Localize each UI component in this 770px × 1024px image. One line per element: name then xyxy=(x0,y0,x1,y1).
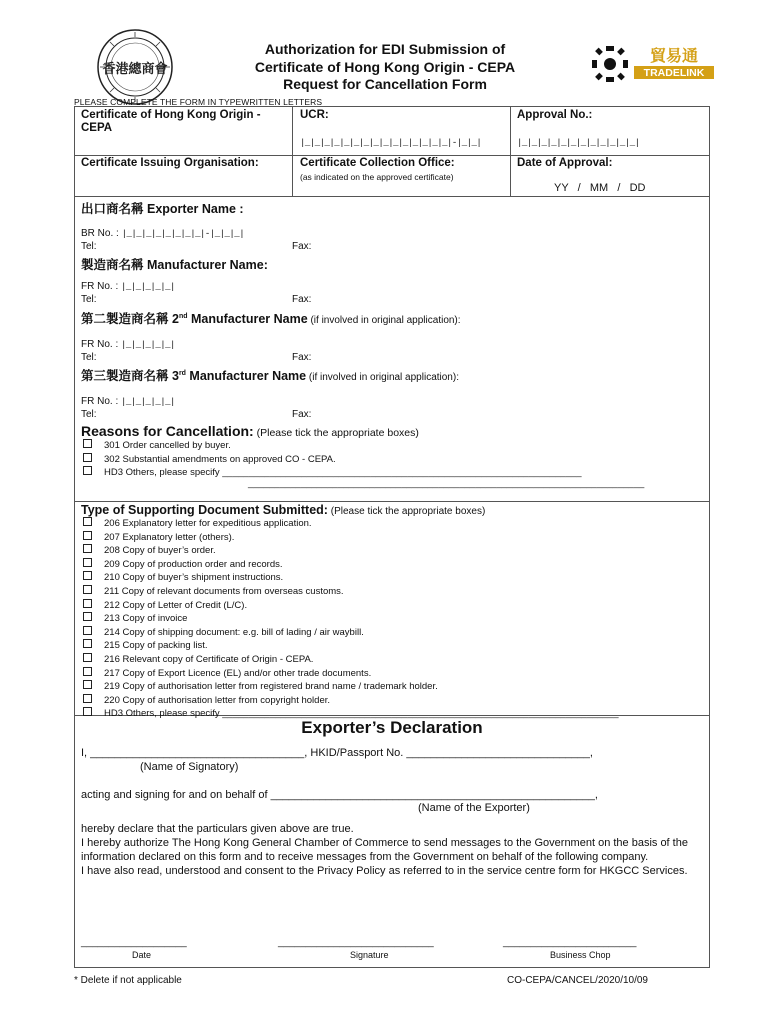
issuing-organisation-label: Certificate Issuing Organisation: xyxy=(81,157,259,169)
manufacturer2-heading-cn: 第二製造商名稱 2 xyxy=(81,312,179,326)
br-no-input-boxes[interactable]: |_|_|_|_|_|_|_|_|-|_|_|_| xyxy=(121,229,245,239)
date-format-hint: YY / MM / DD xyxy=(554,182,646,194)
manufacturer2-tel-label: Tel: xyxy=(81,352,97,363)
supporting-docs-list xyxy=(83,517,619,721)
fr-no-row-2 xyxy=(81,339,175,351)
manufacturer2-note: (if involved in original application): xyxy=(307,315,461,326)
reason-specify-line[interactable]: ___________________________________________________________________________ xyxy=(248,478,645,489)
list-item xyxy=(83,531,619,545)
reason-checkbox[interactable] xyxy=(83,466,92,475)
br-no-row xyxy=(81,228,244,240)
fr-no-label: FR No. : xyxy=(81,396,119,407)
doc-label: 209 Copy of production order and records. xyxy=(104,558,283,570)
form-title-line1: Authorization for EDI Submission of xyxy=(264,41,506,57)
declaration-para-1: hereby declare that the particulars given above are true. xyxy=(81,823,354,835)
doc-checkbox[interactable] xyxy=(83,544,92,553)
list-item xyxy=(83,439,582,453)
tradelink-logo xyxy=(590,42,718,86)
manufacturer2-heading xyxy=(81,309,461,327)
list-item xyxy=(83,585,619,599)
business-chop-line[interactable]: ________________________ xyxy=(503,937,637,948)
tradelink-chinese: 貿易通 xyxy=(649,46,699,65)
list-item xyxy=(83,558,619,572)
doc-checkbox[interactable] xyxy=(83,653,92,662)
doc-label: 216 Relevant copy of Certificate of Origin - CEPA. xyxy=(104,653,314,665)
doc-label: 217 Copy of Export Licence (EL) and/or other trade documents. xyxy=(104,667,372,679)
reason-label: HD3 Others, please specify ____________________________________________________________________ xyxy=(104,467,582,479)
manufacturer2-fax-label: Fax: xyxy=(292,352,312,363)
certificate-type-label: Certificate of Hong Kong Origin - CEPA xyxy=(81,109,261,134)
reasons-heading xyxy=(81,423,419,439)
fr-no-row-3 xyxy=(81,396,175,408)
signature-line[interactable]: ____________________________ xyxy=(278,937,434,948)
reasons-note: (Please tick the appropriate boxes) xyxy=(253,427,419,439)
reasons-list xyxy=(83,439,582,480)
list-item xyxy=(83,612,619,626)
doc-checkbox[interactable] xyxy=(83,707,92,716)
list-item xyxy=(83,653,619,667)
exporter-heading-cn: 出口商名稱 xyxy=(81,202,144,216)
divider xyxy=(74,196,710,197)
doc-label: 208 Copy of buyer’s order. xyxy=(104,545,216,557)
reason-checkbox[interactable] xyxy=(83,439,92,448)
reasons-heading-text: Reasons for Cancellation: xyxy=(81,423,254,439)
exporter-heading-en: Exporter Name : xyxy=(147,202,244,216)
list-item xyxy=(83,680,619,694)
declaration-title: Exporter’s Declaration xyxy=(301,718,483,737)
ucr-input-boxes[interactable]: |_|_|_|_|_|_|_|_|_|_|_|_|_|_|_|-|_|_| xyxy=(300,138,482,148)
doc-checkbox[interactable] xyxy=(83,694,92,703)
declaration-para-3: I have also read, understood and consent to the Privacy Policy as referred to in the service centre form for HKGCC Services. xyxy=(81,865,688,877)
doc-label: HD3 Others, please specify ___________________________________________________________________________ xyxy=(104,708,619,720)
fr-no-input-boxes-2[interactable]: |_|_|_|_|_| xyxy=(121,340,175,350)
fr-no-label: FR No. : xyxy=(81,339,119,350)
ordinal-suffix: nd xyxy=(178,312,188,320)
signatory-line[interactable]: I, ___________________________________, HKID/Passport No. ______________________________, xyxy=(81,747,593,759)
approval-no-input-boxes[interactable]: |_|_|_|_|_|_|_|_|_|_|_|_| xyxy=(517,138,640,148)
exporter-fax-label: Fax: xyxy=(292,241,312,252)
manufacturer3-heading xyxy=(81,366,459,384)
exporter-name-line[interactable]: acting and signing for and on behalf of _____________________________________________________, xyxy=(81,789,598,801)
supporting-docs-note: (Please tick the appropriate boxes) xyxy=(327,506,486,517)
list-item xyxy=(83,626,619,640)
doc-checkbox[interactable] xyxy=(83,626,92,635)
doc-checkbox[interactable] xyxy=(83,612,92,621)
doc-label: 213 Copy of invoice xyxy=(104,613,188,625)
form-instruction: PLEASE COMPLETE THE FORM IN TYPEWRITTEN LETTERS xyxy=(74,97,323,107)
doc-label: 215 Copy of packing list. xyxy=(104,640,208,652)
list-item xyxy=(83,639,619,653)
manufacturer3-heading-en: Manufacturer Name xyxy=(185,369,307,383)
fr-no-input-boxes-3[interactable]: |_|_|_|_|_| xyxy=(121,397,175,407)
date-caption: Date xyxy=(132,950,152,960)
fr-no-input-boxes[interactable]: |_|_|_|_|_| xyxy=(121,282,175,292)
doc-label: 206 Explanatory letter for expeditious application. xyxy=(104,518,312,529)
exporter-name-caption: (Name of the Exporter) xyxy=(418,802,530,814)
br-no-label: BR No. : xyxy=(81,228,119,239)
list-item xyxy=(83,599,619,613)
fr-no-label: FR No. : xyxy=(81,281,119,292)
doc-checkbox[interactable] xyxy=(83,571,92,580)
ordinal-suffix: rd xyxy=(178,369,186,377)
doc-label: 211 Copy of relevant documents from overseas customs. xyxy=(104,585,344,597)
collection-office-note: (as indicated on the approved certificate) xyxy=(300,172,454,182)
doc-checkbox[interactable] xyxy=(83,680,92,689)
manufacturer3-heading-cn: 第三製造商名稱 3 xyxy=(81,369,179,383)
doc-label: 219 Copy of authorisation letter from registered brand name / trademark holder. xyxy=(104,681,438,693)
doc-label: 214 Copy of shipping document: e.g. bill of lading / air waybill. xyxy=(104,626,364,638)
supporting-docs-heading-text: Type of Supporting Document Submitted: xyxy=(81,503,328,517)
column-divider xyxy=(510,106,511,196)
manufacturer-tel-label: Tel: xyxy=(81,294,97,305)
list-item xyxy=(83,517,619,531)
list-item xyxy=(83,453,582,467)
manufacturer-heading-en: Manufacturer Name: xyxy=(147,258,268,272)
exporter-heading xyxy=(81,199,244,217)
manufacturer3-fax-label: Fax: xyxy=(292,409,312,420)
manufacturer3-note: (if involved in original application): xyxy=(306,372,459,383)
date-of-approval-label: Date of Approval: xyxy=(517,157,613,169)
doc-checkbox[interactable] xyxy=(83,599,92,608)
ucr-label: UCR: xyxy=(300,109,329,121)
seal-chinese-text: 香港總商會 xyxy=(102,62,168,77)
business-chop-caption: Business Chop xyxy=(550,950,611,960)
reason-label: 301 Order cancelled by buyer. xyxy=(104,440,231,451)
reason-checkbox[interactable] xyxy=(83,453,92,462)
exporter-tel-label: Tel: xyxy=(81,241,97,252)
divider xyxy=(74,501,710,502)
manufacturer-fax-label: Fax: xyxy=(292,294,312,305)
hkgcc-seal-logo xyxy=(96,28,174,106)
list-item xyxy=(83,571,619,585)
list-item xyxy=(83,544,619,558)
list-item xyxy=(83,667,619,681)
divider xyxy=(74,155,710,156)
manufacturer-heading xyxy=(81,255,268,273)
column-divider xyxy=(292,106,293,196)
form-title-line3: Request for Cancellation Form xyxy=(283,76,487,92)
approval-no-label: Approval No.: xyxy=(517,109,593,121)
doc-label: 220 Copy of authorisation letter from copyright holder. xyxy=(104,694,331,706)
signature-caption: Signature xyxy=(350,950,389,960)
collection-office-label: Certificate Collection Office: xyxy=(300,157,455,169)
doc-checkbox[interactable] xyxy=(83,531,92,540)
supporting-docs-heading xyxy=(81,503,485,517)
declaration-paragraphs xyxy=(81,822,706,878)
form-title-line2: Certificate of Hong Kong Origin - CEPA xyxy=(254,59,516,75)
fr-no-row xyxy=(81,281,175,293)
date-signature-line[interactable]: ___________________ xyxy=(81,937,187,948)
manufacturer2-heading-en: Manufacturer Name xyxy=(187,312,308,326)
footer-note: * Delete if not applicable xyxy=(74,975,182,986)
reason-label: 302 Substantial amendments on approved CO - CEPA. xyxy=(104,453,336,465)
doc-checkbox[interactable] xyxy=(83,667,92,676)
doc-label: 212 Copy of Letter of Credit (L/C). xyxy=(104,599,248,611)
tradelink-wordmark: TRADELINK xyxy=(643,67,705,79)
doc-checkbox[interactable] xyxy=(83,585,92,594)
manufacturer-heading-cn: 製造商名稱 xyxy=(81,258,144,272)
doc-checkbox[interactable] xyxy=(83,517,92,526)
doc-label: 207 Explanatory letter (others). xyxy=(104,531,235,543)
manufacturer3-tel-label: Tel: xyxy=(81,409,97,420)
declaration-para-2: I hereby authorize The Hong Kong General Chamber of Commerce to send messages to the Government on the basis of the information declared on this form and to receive messages from the Government on behalf of the following company. xyxy=(81,837,688,863)
doc-label: 210 Copy of buyer’s shipment instructions. xyxy=(104,572,284,584)
doc-checkbox[interactable] xyxy=(83,558,92,567)
form-code: CO-CEPA/CANCEL/2020/10/09 xyxy=(507,975,648,986)
list-item xyxy=(83,694,619,708)
doc-checkbox[interactable] xyxy=(83,639,92,648)
signatory-caption: (Name of Signatory) xyxy=(140,761,239,773)
